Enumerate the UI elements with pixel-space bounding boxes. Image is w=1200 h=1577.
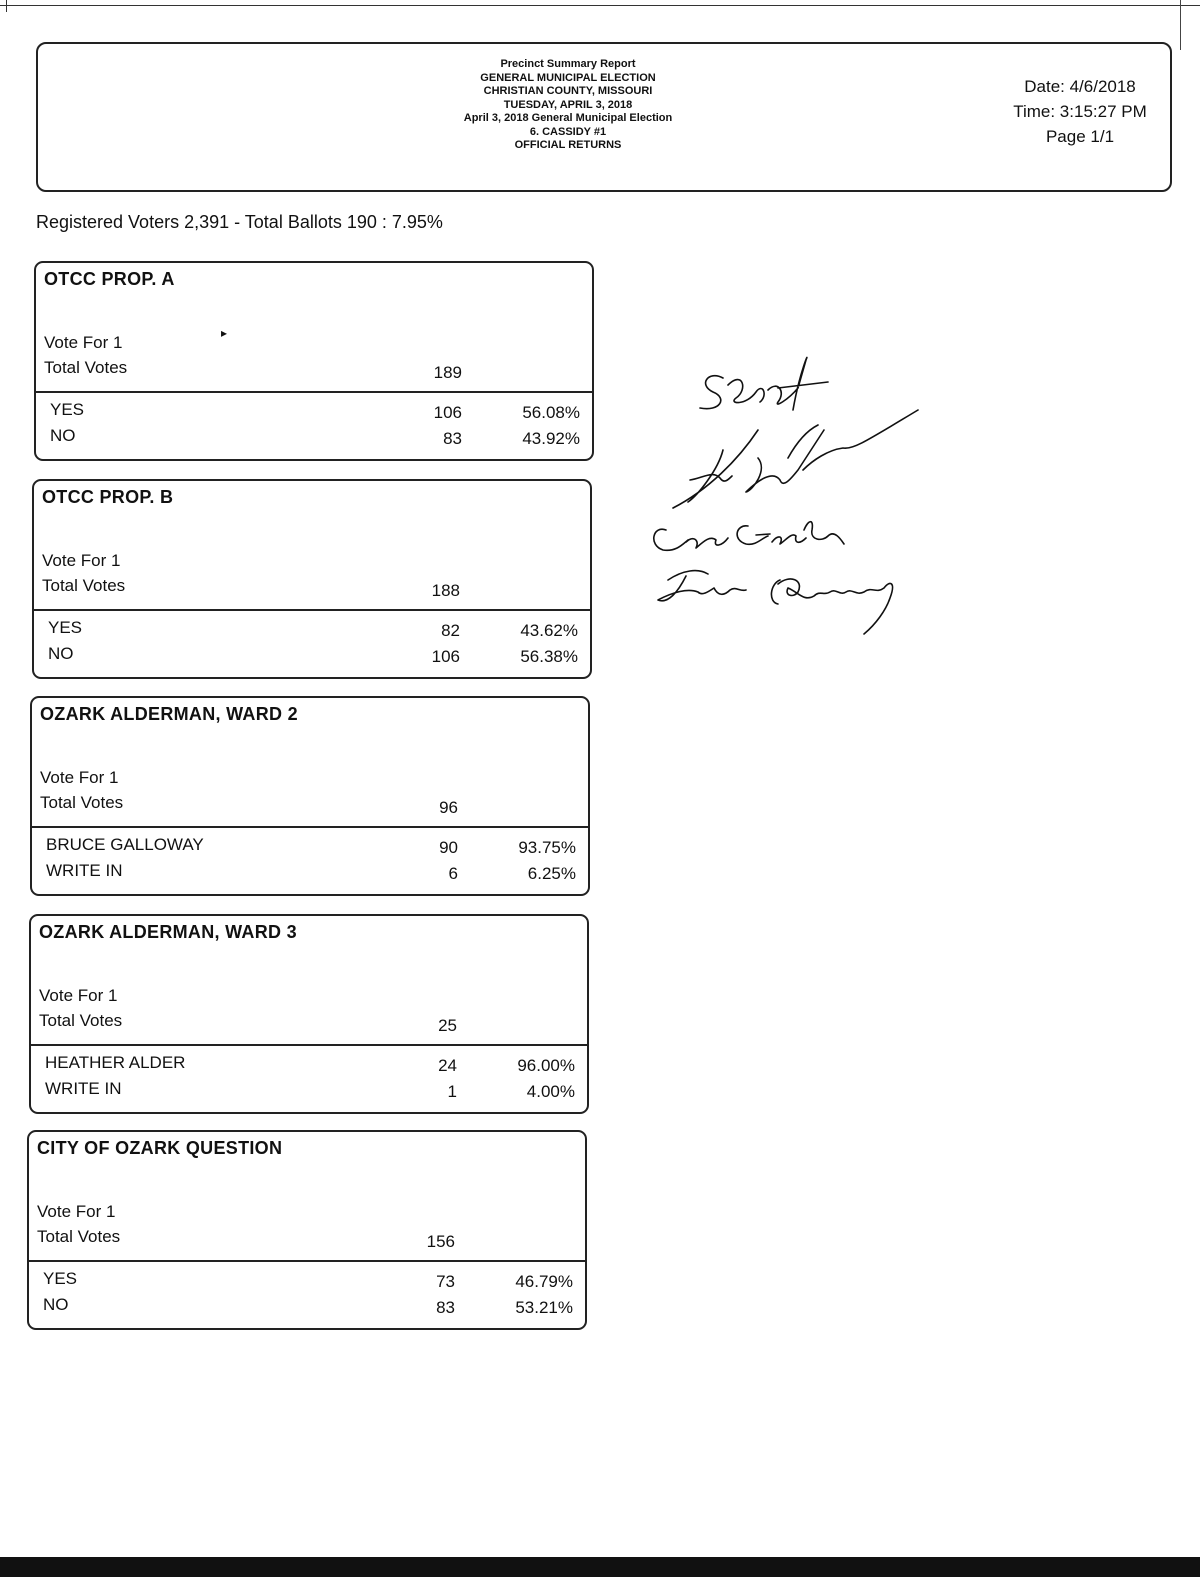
scan-edge-top <box>0 5 1200 6</box>
choice-name: YES <box>48 618 83 637</box>
choice-name: NO <box>43 1295 69 1314</box>
choice-row <box>31 1053 587 1079</box>
vote-for-label: Vote For 1 <box>40 768 119 787</box>
total-votes-value: 189 <box>433 363 462 382</box>
contest-city-of-ozark-question <box>27 1130 587 1330</box>
election-description: April 3, 2018 General Municipal Election <box>463 112 673 124</box>
page-number: Page 1/1 <box>1045 127 1115 146</box>
total-votes-value: 25 <box>438 1016 457 1035</box>
choice-percent: 43.92% <box>522 429 580 448</box>
choice-votes: 24 <box>438 1056 457 1075</box>
returns-status: OFFICIAL RETURNS <box>514 139 622 151</box>
total-votes-label: Total Votes <box>40 793 124 812</box>
choice-name: WRITE IN <box>45 1079 122 1098</box>
choice-votes: 106 <box>433 403 462 422</box>
choice-votes: 83 <box>443 429 462 448</box>
handwritten-signatures-icon <box>628 330 938 640</box>
choice-percent: 46.79% <box>515 1272 573 1291</box>
contest-title: OZARK ALDERMAN, WARD 3 <box>39 922 297 942</box>
choice-votes: 73 <box>436 1272 455 1291</box>
choice-percent: 53.21% <box>515 1298 573 1317</box>
contest-otcc-prop-a <box>34 261 594 461</box>
choice-row <box>34 644 590 670</box>
contest-divider <box>31 1044 587 1046</box>
report-header <box>36 42 1172 192</box>
report-time: Time: 3:15:27 PM <box>1013 102 1147 121</box>
choice-name: HEATHER ALDER <box>45 1053 186 1072</box>
total-votes-value: 188 <box>431 581 460 600</box>
contest-otcc-prop-b <box>32 479 592 679</box>
choice-name: NO <box>50 426 76 445</box>
total-votes-value: 96 <box>439 798 458 817</box>
contest-divider <box>32 826 588 828</box>
contest-ozark-alderman-ward-3 <box>29 914 589 1114</box>
choice-name: NO <box>48 644 74 663</box>
contest-title: OZARK ALDERMAN, WARD 2 <box>40 704 298 724</box>
report-header-title-block <box>318 58 818 153</box>
choice-percent: 43.62% <box>520 621 578 640</box>
choice-percent: 93.75% <box>518 838 576 857</box>
vote-for-label: Vote For 1 <box>37 1202 116 1221</box>
contest-title: OTCC PROP. A <box>44 269 175 289</box>
signature-1 <box>700 357 828 410</box>
choice-percent: 56.08% <box>522 403 580 422</box>
scan-edge-bottom <box>0 1557 1200 1577</box>
choice-votes: 90 <box>439 838 458 857</box>
contest-title: CITY OF OZARK QUESTION <box>37 1138 283 1158</box>
total-votes-label: Total Votes <box>37 1227 121 1246</box>
turnout-summary: Registered Voters 2,391 - Total Ballots 190 : 7.95% <box>36 212 443 232</box>
report-meta <box>1000 74 1160 149</box>
choice-row <box>36 426 592 452</box>
scan-edge-right <box>1180 0 1181 50</box>
choice-row <box>32 861 588 887</box>
vote-for-label: Vote For 1 <box>44 333 123 352</box>
choice-percent: 56.38% <box>520 647 578 666</box>
election-date: TUESDAY, APRIL 3, 2018 <box>503 98 633 111</box>
choice-name: YES <box>43 1269 78 1288</box>
choice-percent: 96.00% <box>517 1056 575 1075</box>
total-votes-label: Total Votes <box>39 1011 123 1030</box>
total-votes-label: Total Votes <box>44 358 128 377</box>
choice-row <box>31 1079 587 1105</box>
report-date: Date: 4/6/2018 <box>1024 77 1136 96</box>
precinct-name: 6. CASSIDY #1 <box>529 125 607 138</box>
contest-divider <box>29 1260 585 1262</box>
contest-title: OTCC PROP. B <box>42 487 174 507</box>
report-type: Precinct Summary Report <box>500 58 636 70</box>
choice-row <box>36 400 592 426</box>
signature-4 <box>658 571 892 634</box>
total-votes-label: Total Votes <box>42 576 126 595</box>
choice-row <box>34 618 590 644</box>
total-votes-value: 156 <box>426 1232 455 1251</box>
choice-row <box>29 1295 585 1321</box>
signature-2 <box>673 410 918 508</box>
stray-scan-mark: ▸ <box>221 326 228 340</box>
choice-percent: 6.25% <box>527 864 576 883</box>
election-name: GENERAL MUNICIPAL ELECTION <box>480 71 656 84</box>
choice-name: YES <box>50 400 85 419</box>
choice-name: BRUCE GALLOWAY <box>46 835 204 854</box>
choice-votes: 1 <box>447 1082 457 1101</box>
choice-name: WRITE IN <box>46 861 123 880</box>
contest-divider <box>36 391 592 393</box>
signature-3 <box>654 522 844 551</box>
choice-row <box>32 835 588 861</box>
choice-votes: 83 <box>436 1298 455 1317</box>
contest-divider <box>34 609 590 611</box>
jurisdiction: CHRISTIAN COUNTY, MISSOURI <box>483 85 653 97</box>
scan-edge-mark <box>6 0 7 12</box>
vote-for-label: Vote For 1 <box>39 986 118 1005</box>
choice-row <box>29 1269 585 1295</box>
choice-percent: 4.00% <box>526 1082 575 1101</box>
choice-votes: 106 <box>431 647 460 666</box>
choice-votes: 6 <box>448 864 458 883</box>
choice-votes: 82 <box>441 621 460 640</box>
vote-for-label: Vote For 1 <box>42 551 121 570</box>
contest-ozark-alderman-ward-2 <box>30 696 590 896</box>
